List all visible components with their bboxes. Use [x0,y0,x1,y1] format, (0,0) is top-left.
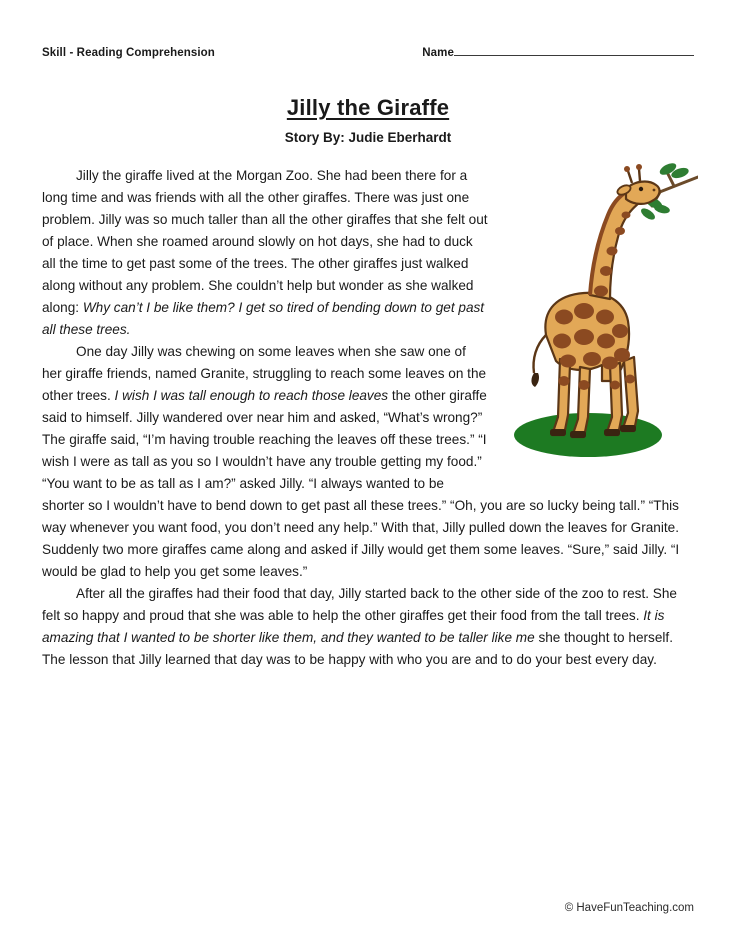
name-input-line[interactable] [454,44,694,56]
p3-text-italic: It is amazing that I wanted to be shorter like them, and they wanted to be taller like me [42,608,665,646]
story-body [42,165,694,671]
footer-copyright: © HaveFunTeaching.com [564,902,694,914]
p1-text-a: Jilly the giraffe lived at the Morgan Zoo. She had been there for a long time and was friends with all the other giraffes. There was just one problem. Jilly was so much taller than all the other giraffes that she felt out of place. When she roamed around slowly on hot days, she had to duck all the time to get past some of the trees. The other giraffes just walked along without any problem. She couldn’t help but wonder as she walked along: [42,168,488,316]
p2-text-italic: I wish I was tall enough to reach those leaves [114,388,389,404]
p3-text-b: she thought to herself. The lesson that Jilly learned that day was to be happy with who you are and to do your best every day. [42,630,673,668]
skill-label: Skill - Reading Comprehension [42,47,215,59]
page-header [42,44,694,59]
page-title: Jilly the Giraffe [286,95,450,120]
title-block [42,95,694,145]
p2-text-b: the other giraffe said to himself. Jilly wandered over near him and asked, “What’s wrong?” The giraffe said, “I’m having trouble reaching the leaves off these trees.” “I wish I were as tall as you so I wouldn’t have any trouble getting my food.” “You want to be as tall as I am?” asked Jilly. “I always wanted to be shorter so I wouldn’t have to bend down to get past all these trees.” “Oh, you are so lucky being tall.” “This way whenever you want food, you don’t need any help.” With that, Jilly pulled down the leaves for Granite. Suddenly two more giraffes came along and asked if Jilly would get them some leaves. “Sure,” said Jilly. “I would be glad to help you get some leaves.” [42,388,680,580]
name-field-group [394,44,694,59]
giraffe-illustration [502,159,698,475]
story-byline: Story By: Judie Eberhardt [284,130,452,145]
p1-text-italic: Why can’t I be like them? I get so tired of bending down to get past all these trees. [42,300,485,338]
p2-text-a: One day Jilly was chewing on some leaves when she saw one of her giraffe friends, named Granite, struggling to reach some leaves on the other trees. [42,344,487,404]
story-paragraph-3 [42,583,694,671]
p3-text-a: After all the giraffes had their food that day, Jilly started back to the other side of the zoo to rest. She felt so happy and proud that she was able to help the other giraffes get their food from the tall trees. [42,586,677,624]
name-label: Name [422,47,454,59]
